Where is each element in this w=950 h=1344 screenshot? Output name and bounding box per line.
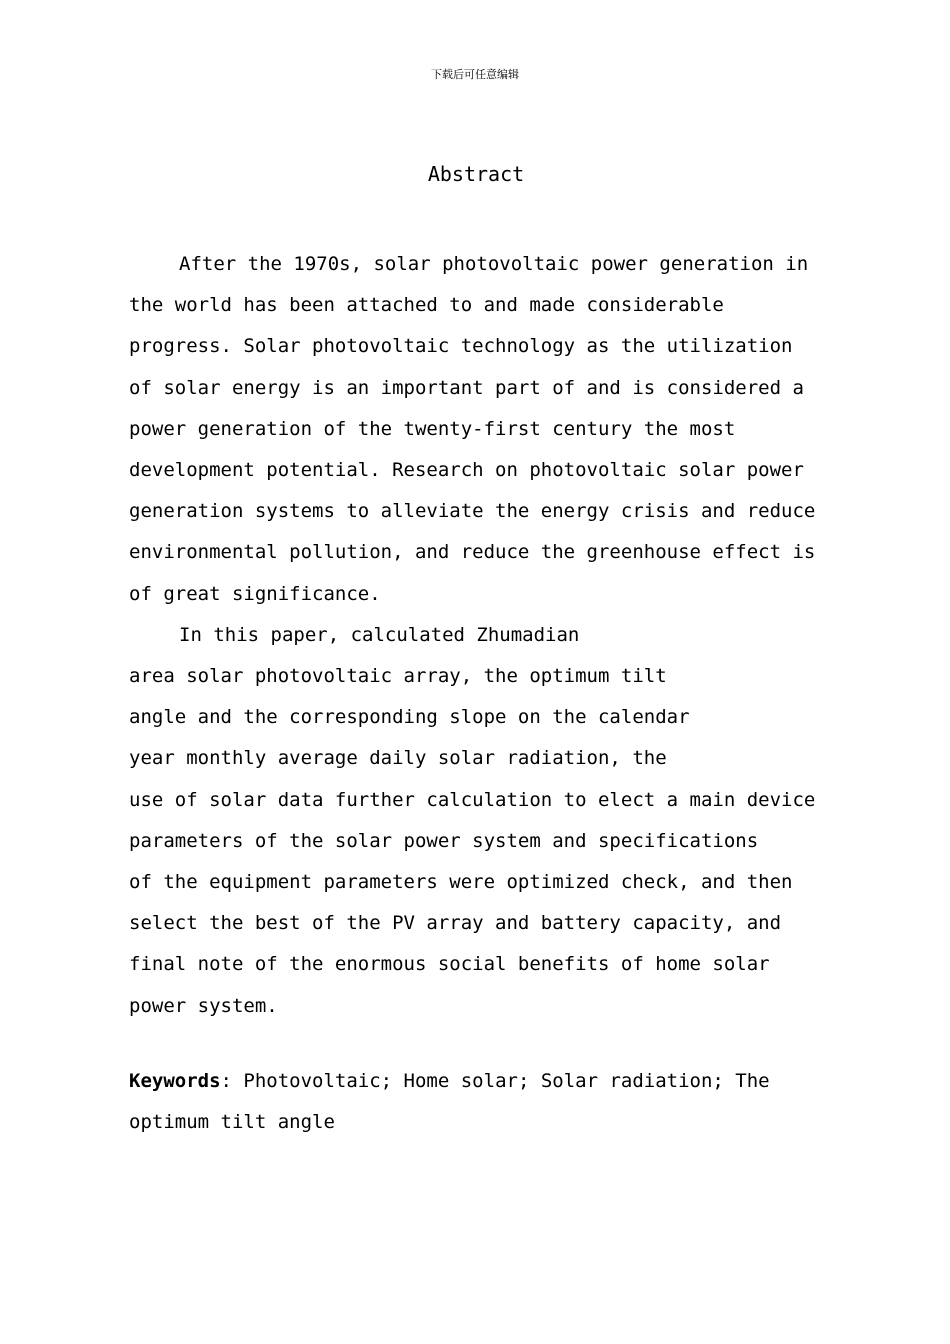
abstract-title: Abstract <box>427 162 525 186</box>
keywords-text: Photovoltaic; Home solar; Solar radiation; The optimum tilt angle <box>129 1070 770 1134</box>
header-note: 下载后可任意编辑 <box>431 68 519 81</box>
abstract-paragraph-2: In this paper, calculated Zhumadian area solar photovoltaic array, the optimum tilt angle and the corresponding slope on the calendar year monthly average daily solar radiation, the use of solar data further calculation to elect a main device parameters of the solar power system and specifications of the equipment parameters were optimized check, and then select the best of the PV array and battery capacity, and final note of the enormous social benefits of home solar power system. <box>129 623 816 1017</box>
keywords-label: Keywords <box>129 1070 221 1092</box>
abstract-paragraph-1: After the 1970s, solar photovoltaic power generation in the world has been attached to and made considerable progress. Solar photovoltaic technology as the utilization of solar energy is an important part of and is considered a power generation of the twenty-first century the most development potential. Research on photovoltaic solar power generation systems to alleviate the energy crisis and reduce environmental pollution, and reduce the greenhouse effect is of great significance. <box>129 253 816 605</box>
keywords-separator: : <box>220 1070 244 1092</box>
abstract-body <box>129 244 849 1027</box>
keywords-line <box>129 1061 849 1143</box>
